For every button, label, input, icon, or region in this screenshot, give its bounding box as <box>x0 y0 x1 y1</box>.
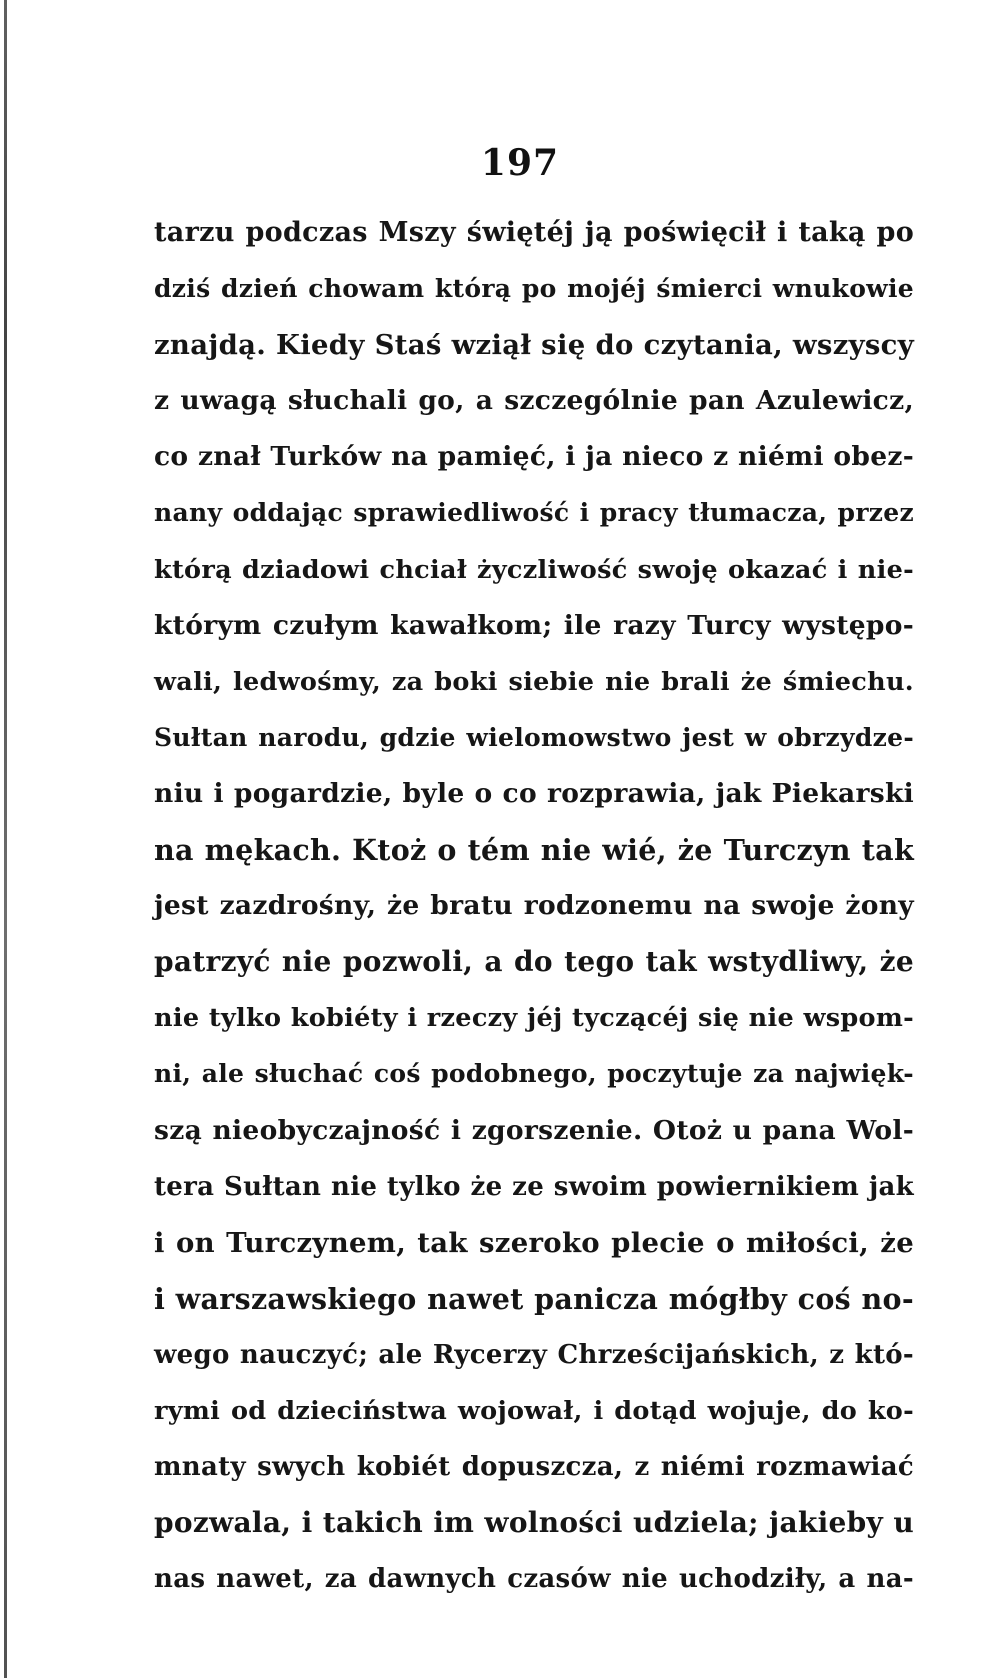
text-line: dziś dzień chowam którą po mojéj śmierci wnukowie <box>154 274 914 304</box>
text-line: pozwala, i takich im wolności udziela; jakieby u <box>154 1506 914 1540</box>
text-line: wali, ledwośmy, za boki siebie nie brali że śmiechu. <box>154 666 914 697</box>
text-line: znajdą. Kiedy Staś wziął się do czytania, wszyscy <box>154 329 914 362</box>
text-line: Sułtan narodu, gdzie wielomowstwo jest w obrzydze- <box>154 722 914 752</box>
text-line: z uwagą słuchali go, a szczególnie pan Azulewicz, <box>154 385 914 417</box>
text-line: co znał Turków na pamięć, i ja nieco z niémi obez- <box>154 441 914 473</box>
text-line: szą nieobyczajność i zgorszenie. Otoż u pana Wol- <box>154 1114 914 1146</box>
text-line: i on Turczynem, tak szeroko plecie o miłości, że <box>154 1226 914 1259</box>
text-line: mnaty swych kobiét dopuszcza, z niémi rozmawiać <box>154 1452 914 1483</box>
text-line: na mękach. Ktoż o tém nie wié, że Turczyn tak <box>154 833 914 868</box>
text-line: nany oddając sprawiedliwość i pracy tłumacza, przez <box>154 498 914 528</box>
text-line: niu i pogardzie, byle o co rozprawia, jak Piekarski <box>154 777 914 809</box>
text-line: i warszawskiego nawet panicza mógłby coś no- <box>154 1281 914 1316</box>
page-number: 197 <box>480 142 560 184</box>
page-binding-edge <box>4 0 7 1678</box>
text-line: tera Sułtan nie tylko że ze swoim powiernikiem jak <box>154 1171 914 1202</box>
text-line: rymi od dzieciństwa wojował, i dotąd wojuje, do ko- <box>154 1395 914 1426</box>
text-line: nie tylko kobiéty i rzeczy jéj tyczącéj się nie wspom- <box>154 1003 914 1034</box>
text-line: wego nauczyć; ale Rycerzy Chrześcijańskich, z któ- <box>154 1339 914 1370</box>
text-line: którym czułym kawałkom; ile razy Turcy występo- <box>154 609 914 641</box>
text-line: jest zazdrośny, że bratu rodzonemu na swoje żony <box>154 890 914 922</box>
text-line: którą dziadowi chciał życzliwość swoję okazać i nie- <box>154 554 914 585</box>
text-line: tarzu podczas Mszy świętéj ją poświęcił i taką po <box>154 217 914 248</box>
text-line: ni, ale słuchać coś podobnego, poczytuje za najwięk- <box>154 1059 914 1089</box>
text-line: nas nawet, za dawnych czasów nie uchodziły, a na- <box>154 1564 914 1595</box>
body-text <box>154 205 914 1607</box>
text-line: patrzyć nie pozwoli, a do tego tak wstydliwy, że <box>154 945 914 979</box>
